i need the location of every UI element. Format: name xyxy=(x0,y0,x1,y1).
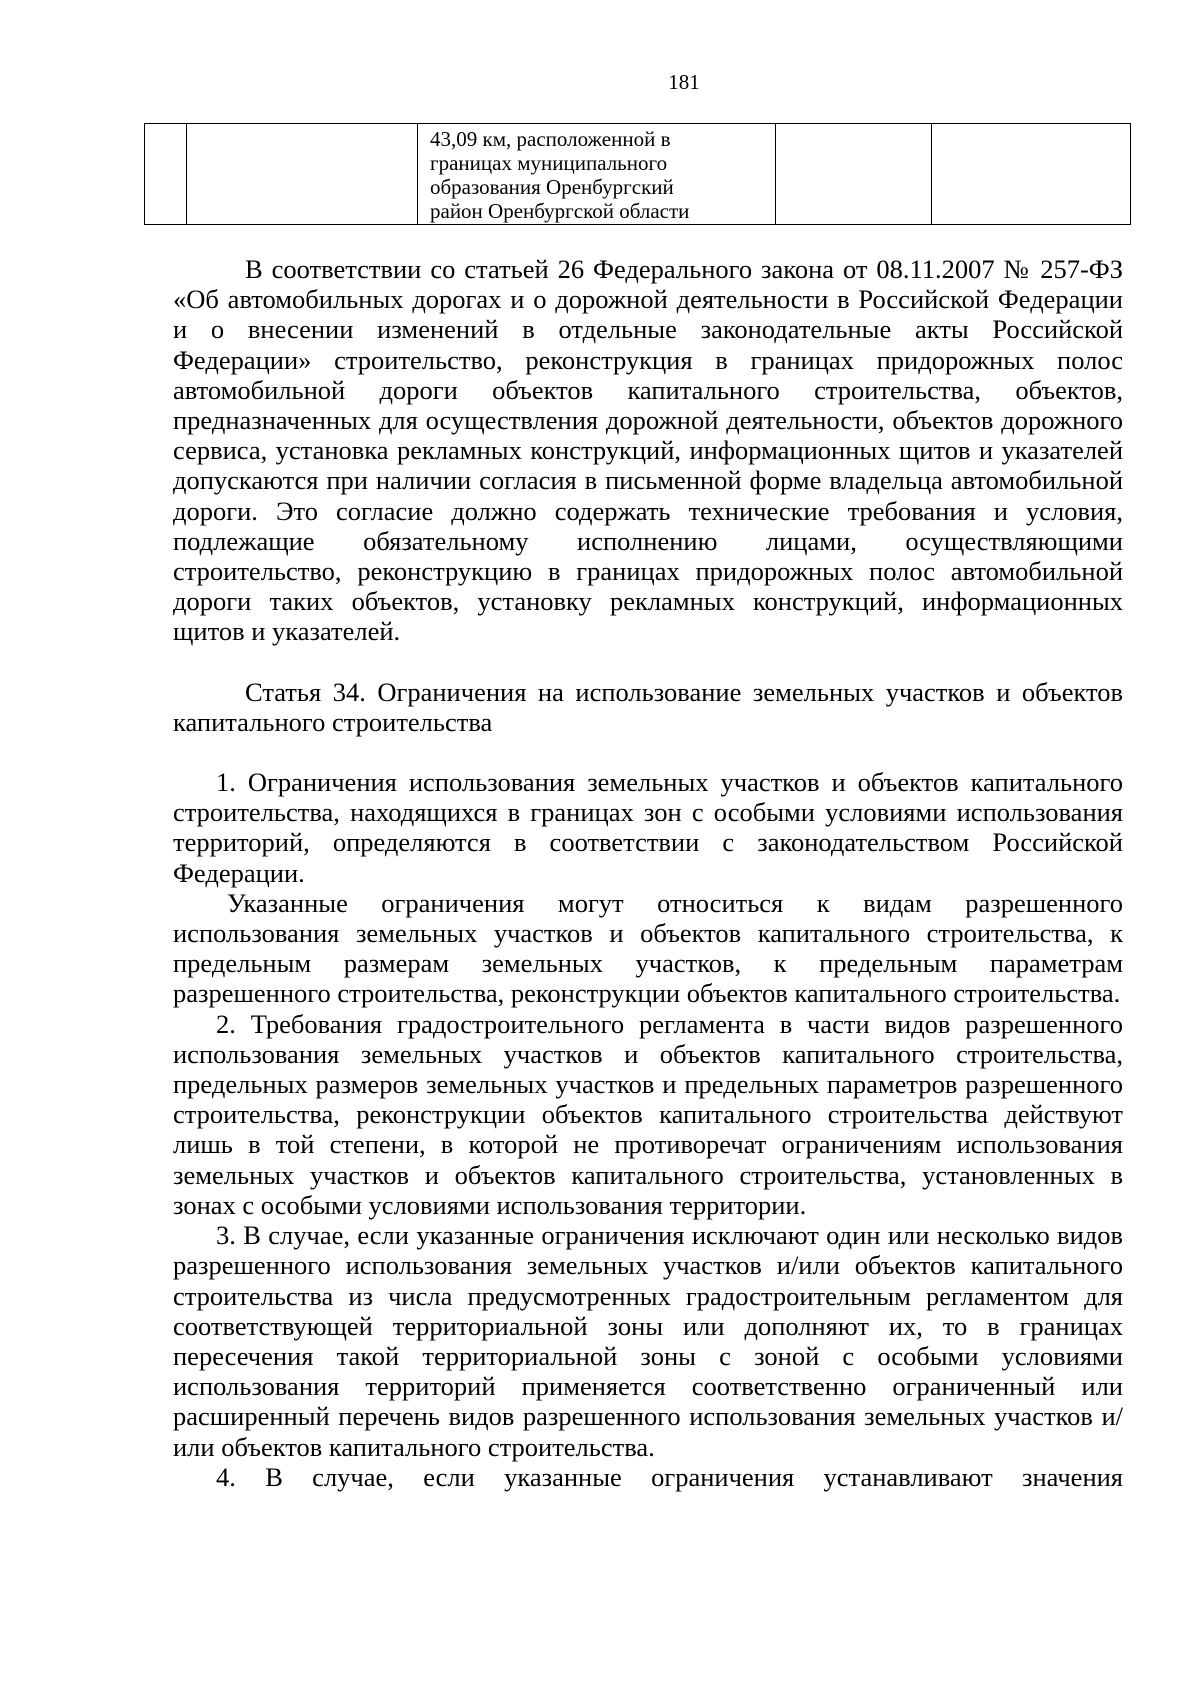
continuation-table xyxy=(144,123,1131,225)
description-line: образования Оренбургский xyxy=(430,175,674,199)
item-1-continuation: Указанные ограничения могут относиться к видам разрешенного использования земельных участков и объектов капитального строительства, к предельным размерам земельных участков, к предельным параметрам разрешенного строительства, реконструкции объектов капитального строительства. xyxy=(173,887,1123,1009)
page-number: 181 xyxy=(668,70,700,94)
description-line: район Оренбургской области xyxy=(430,199,690,223)
table-cell-name xyxy=(187,124,418,225)
intro-paragraph: В соответствии со статьей 26 Федерального закона от 08.11.2007 № 257-ФЗ «Об автомобильных дорогах и о дорожной деятельности в Российской Федерации и о внесении изменений в отдельные законодательные акты Российской Федерации» строительство, реконструкция в границах придорожных полос автомобильной дороги объектов капитального строительства, объектов, предназначенных для осуществления дорожной деятельности, объектов дорожного сервиса, установка рекламных конструкций, информационных щитов и указателей допускаются при наличии согласия в письменной форме владельца автомобильной дороги. Это согласие должно содержать технические требования и условия, подлежащие обязательному исполнению лицами, осуществляющими строительство, реконструкцию в границах придорожных полос автомобильной дороги таких объектов, установку рекламных конструкций, информационных щитов и указателей. xyxy=(173,254,1123,647)
description-line: 43,09 км, расположенной в xyxy=(430,127,671,151)
table-cell-number xyxy=(145,124,187,225)
item-2: 2. Требования градостроительного регламента в части видов разрешенного использования земельных участков и объектов капитального строительства, предельных размеров земельных участков и предельных параметров разрешенного строительства, реконструкции объектов капитального строительства действуют лишь в той степени, в которой не противоречат ограничениям использования земельных участков и объектов капитального строительства, установленных в зонах с особыми условиями использования территории. xyxy=(173,1008,1123,1220)
table-cell-description xyxy=(418,124,776,225)
table-row xyxy=(145,124,1131,225)
description-line: границах муниципального xyxy=(430,151,668,175)
item-1: 1. Ограничения использования земельных участков и объектов капитального строительства, находящихся в границах зон с особыми условиями использования территорий, определяются в соответствии с законодательством Российской Федерации. xyxy=(173,767,1123,888)
item-3: 3. В случае, если указанные ограничения исключают один или несколько видов разрешенного использования земельных участков и/или объектов капитального строительства из числа предусмотренных градостроительным регламентом для соответствующей территориальной зоны или дополняют их, то в границах пересечения такой территориальной зоны с зоной с особыми условиями использования территорий применяется соответственно ограниченный или расширенный перечень видов разрешенного использования земельных участков и/или объектов капитального строительства. xyxy=(173,1220,1123,1462)
table-cell-empty xyxy=(776,124,932,225)
item-4: 4. В случае, если указанные ограничения устанавливают значения xyxy=(216,1461,1123,1492)
article-heading: Статья 34. Ограничения на использование земельных участков и объектов капитального строительства xyxy=(173,676,1123,737)
document-body xyxy=(173,254,1123,1492)
table-cell-empty xyxy=(932,124,1131,225)
